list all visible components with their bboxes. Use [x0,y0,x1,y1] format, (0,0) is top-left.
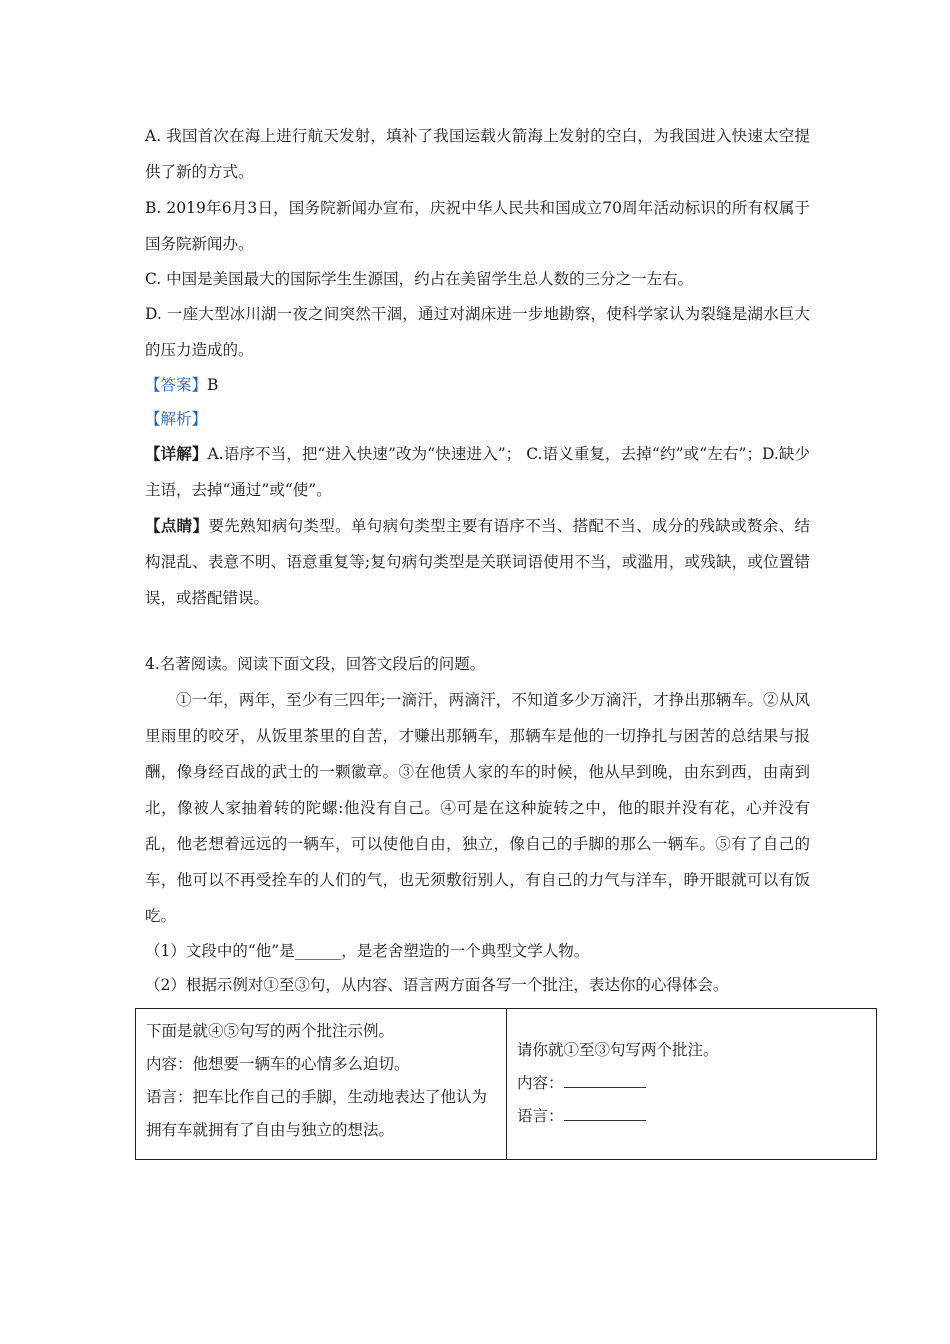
question4-sub1 [145,934,810,968]
page-content [145,118,810,1002]
example-content: 内容：他想要一辆车的心情多么迫切。 [146,1055,410,1073]
content-label: 内容： [517,1073,564,1092]
tip-text: 要先熟知病句类型。单句病句类型主要有语序不当、搭配不当、成分的残缺或赘余、结构混乱、表意不明、语意重复等;复句病句类型是关联词语使用不当，或滥用，或残缺，或位置错误，或搭配错误。 [145,517,810,607]
sub1-blank[interactable]: ______ [294,942,342,960]
example-language: 语言：把车比作自己的手脚，生动地表达了他认为拥有车就拥有了自由与独立的想法。 [146,1088,488,1139]
example-cell [136,1009,507,1160]
option-d: D. 一座大型冰川湖一夜之间突然干涸，通过对湖床进一步地勘察，使科学家认为裂缝是湖水巨大的压力造成的。 [145,305,810,359]
section-gap [145,616,810,646]
detail-label: 【详解】 [145,444,208,463]
annotation-table [135,1008,877,1160]
sub1-suffix: ，是老舍塑造的一个典型文学人物。 [341,942,590,960]
question4-passage: ①一年，两年，至少有三四年;一滴汗，两滴汗，不知道多少万滴汗，才挣出那辆车。②从风里雨里的咬牙，从饭里茶里的自苦，才赚出那辆车，那辆车是他的一切挣扎与困苦的总结果与报酬，像身经百战的武士的一颗徽章。③在他赁人家的车的时候，他从早到晚，由东到西，由南到北，像被人家抽着转的陀螺:他没有自己。④可是在这种旋转之中，他的眼并没有花，心并没有乱，他老想着远远的一辆车，可以使他自由，独立，像自己的手脚的那么一辆车。⑤有了自己的车，他可以不再受拴车的人们的气，也无须敷衍别人，有自己的力气与洋车，睁开眼就可以有饭吃。 [145,691,810,925]
option-a: A. 我国首次在海上进行航天发射，填补了我国运载火箭海上发射的空白，为我国进入快速太空提供了新的方式。 [145,127,810,181]
content-row [517,1067,866,1100]
language-label: 语言： [517,1106,564,1125]
option-b: B. 2019年6月3日，国务院新闻办宣布，庆祝中华人民共和国成立70周年活动标识的所有权属于国务院新闻办。 [145,199,810,253]
answer-label: 【答案】 [145,376,208,394]
question4-title: 4.名著阅读。阅读下面文段，回答文段后的问题。 [145,655,486,673]
example-intro: 下面是就④⑤句写的两个批注示例。 [146,1022,395,1040]
tip-label: 【点睛】 [145,516,209,535]
analysis-line [145,402,810,436]
analysis-label: 【解析】 [145,410,208,428]
detail-paragraph [145,436,810,508]
tip-paragraph [145,508,810,616]
answer-line [145,368,810,402]
answer-value: B [207,376,219,394]
sub1-prefix: （1）文段中的“他”是 [145,942,295,960]
language-row [517,1100,866,1133]
detail-text: A.语序不当，把“进入快速”改为“快速进入”； C.语义重复，去掉“约”或“左右”；D.缺少主语，去掉“通过”或“使”。 [145,445,810,499]
language-blank[interactable] [564,1106,646,1121]
table-row [136,1009,877,1160]
question4-sub2: （2）根据示例对①至③句，从内容、语言两方面各写一个批注，表达你的心得体会。 [145,976,729,994]
content-blank[interactable] [564,1073,646,1088]
answer-cell [507,1009,877,1160]
option-c: C. 中国是美国最大的国际学生生源国，约占在美留学生总人数的三分之一左右。 [145,270,694,288]
answer-prompt: 请你就①至③句写两个批注。 [517,1040,719,1059]
